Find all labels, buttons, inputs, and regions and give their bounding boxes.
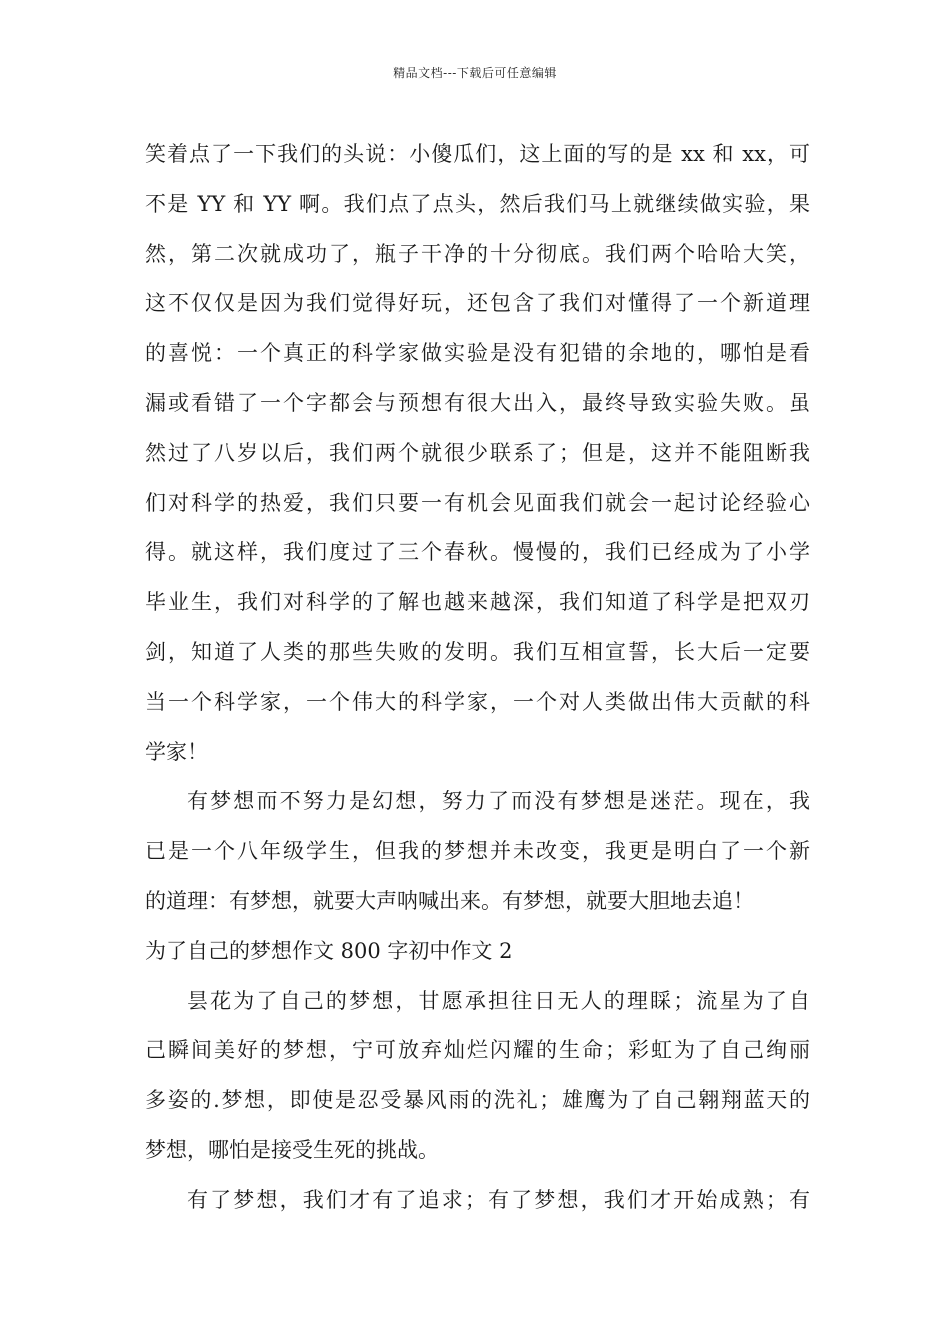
- text-line: 剑，知道了人类的那些失败的发明。我们互相宣誓，长大后一定要: [145, 639, 810, 664]
- text-line: 已是一个八年级学生，但我的梦想并未改变，我更是明白了一个新: [145, 839, 810, 864]
- text-line: 有了梦想，我们才有了追求；有了梦想，我们才开始成熟；有: [187, 1187, 810, 1212]
- text-line: 这不仅仅是因为我们觉得好玩，还包含了我们对懂得了一个新道理: [145, 291, 810, 316]
- text-line: 梦想，哪怕是接受生死的挑战。: [145, 1137, 439, 1162]
- text-line: 有梦想而不努力是幻想，努力了而没有梦想是迷茫。现在，我: [187, 789, 810, 814]
- text-line: 笑着点了一下我们的头说：小傻瓜们，这上面的写的是 xx 和 xx，可: [145, 142, 810, 166]
- text-line: 当一个科学家，一个伟大的科学家，一个对人类做出伟大贡献的科: [145, 689, 810, 714]
- text-line: 多姿的.梦想，即使是忍受暴风雨的洗礼；雄鹰为了自己翱翔蓝天的: [145, 1088, 810, 1113]
- page-header-note: 精品文档---下载后可任意编辑: [393, 66, 557, 80]
- text-line: 昙花为了自己的梦想，甘愿承担往日无人的理睬；流星为了自: [187, 988, 810, 1013]
- text-line: 不是 YY 和 YY 啊。我们点了点头，然后我们马上就继续做实验，果: [145, 191, 810, 216]
- text-line: 学家！: [145, 739, 208, 764]
- text-line: 的道理：有梦想，就要大声呐喊出来。有梦想，就要大胆地去追！: [145, 888, 754, 913]
- text-line: 然过了八岁以后，我们两个就很少联系了；但是，这并不能阻断我: [145, 440, 810, 465]
- text-line: 的喜悦：一个真正的科学家做实验是没有犯错的余地的，哪怕是看: [145, 341, 810, 366]
- text-line: 然，第二次就成功了，瓶子干净的十分彻底。我们两个哈哈大笑，: [145, 241, 810, 266]
- text-line: 漏或看错了一个字都会与预想有很大出入，最终导致实验失败。虽: [145, 390, 810, 415]
- text-line: 毕业生，我们对科学的了解也越来越深，我们知道了科学是把双刃: [145, 590, 810, 615]
- text-line: 为了自己的梦想作文 800 字初中作文 2: [145, 938, 513, 963]
- document-body: [145, 130, 810, 1226]
- text-line: 们对科学的热爱，我们只要一有机会见面我们就会一起讨论经验心: [145, 490, 810, 515]
- text-line: 得。就这样，我们度过了三个春秋。慢慢的，我们已经成为了小学: [145, 540, 810, 565]
- text-line: 己瞬间美好的梦想，宁可放弃灿烂闪耀的生命；彩虹为了自己绚丽: [145, 1038, 810, 1063]
